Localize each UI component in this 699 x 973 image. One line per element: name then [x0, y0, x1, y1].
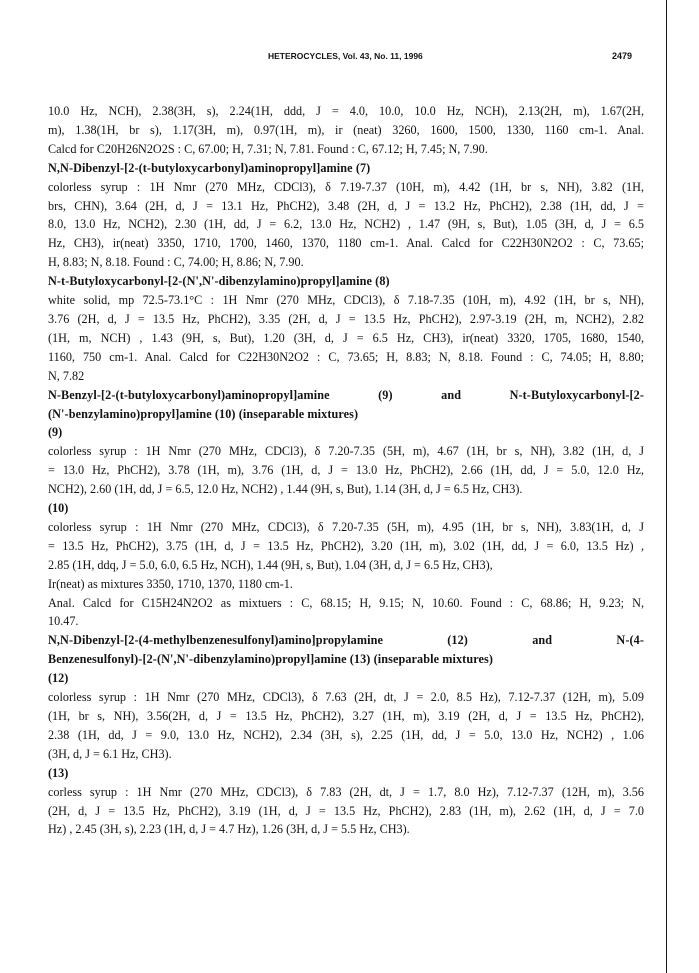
text-line: 2.85 (1H, ddq, J = 5.0, 6.0, 6.5 Hz, NCH), 1.44 (9H, s, But), 1.04 (3H, d, J = 6.5 Hz, CH3), [48, 557, 493, 572]
text-line: Anal. Calcd for C15H24N2O2 as mixtuers : C, 68.15; H, 9.15; N, 10.60. Found : C, 68.86; H, 9.23; N, [48, 595, 644, 610]
text-line: (1H, br s, NH), 3.56(2H, d, J = 13.5 Hz, PhCH2), 3.27 (1H, m), 3.19 (2H, d, J = 13.5 Hz, PhCH2), [48, 709, 644, 723]
text-line: (3H, d, J = 6.1 Hz, CH3). [48, 746, 172, 761]
journal-citation: HETEROCYCLES, Vol. 43, No. 11, 1996 [268, 51, 423, 61]
text-line: white solid, mp 72.5-73.1°C : 1H Nmr (270 MHz, CDCl3), δ 7.18-7.35 (10H, m), 4.92 (1H, br s, NH), [48, 293, 644, 308]
compound-heading: (N'-benzylamino)propyl]amine (10) (inseparable mixtures) [48, 406, 359, 421]
text-line: Ir(neat) as mixtures 3350, 1710, 1370, 1180 cm-1. [48, 576, 293, 591]
text-line: 8.0, 13.0 Hz, NCH2), 2.30 (1H, dd, J = 6.2, 13.0 Hz, NCH2) , 1.47 (9H, s, But), 1.05 (3H, d, J = 6.5 [48, 217, 644, 232]
text-line: = 13.0 Hz, PhCH2), 3.78 (1H, m), 3.76 (1H, d, J = 13.0 Hz, PhCH2), 2.66 (1H, dd, J = 5.0, 12.0 Hz, [48, 463, 644, 478]
compound-heading: N-Benzyl-[2-(t-butyloxycarbonyl)aminopropyl]amine (9) and N-t-Butyloxycarbonyl-[2- [48, 387, 644, 402]
text-line: 1160, 750 cm-1. Anal. Calcd for C22H30N2O2 : C, 73.65; H, 8.83; N, 8.18. Found : C, 74.05; H, 8.80; [48, 349, 644, 364]
experimental-text [48, 102, 644, 839]
compound-number: (13) [48, 765, 69, 780]
running-head [0, 49, 699, 65]
text-line: colorless syrup : 1H Nmr (270 MHz, CDCl3), δ 7.19-7.37 (10H, m), 4.42 (1H, br s, NH), 3.82 (1H, [48, 179, 644, 194]
text-line: corless syrup : 1H Nmr (270 MHz, CDCl3), δ 7.83 (2H, dt, J = 1.7, 8.0 Hz), 7.12-7.37 (12H, m), 3.56 [48, 784, 644, 799]
text-line: N, 7.82 [48, 368, 85, 383]
text-line: m), 1.38(1H, br s), 1.17(3H, m), 0.97(1H, m), ir (neat) 3260, 1600, 1500, 1330, 1160 cm-1. Anal. [48, 122, 644, 137]
text-line: = 13.5 Hz, PhCH2), 3.75 (1H, d, J = 13.5 Hz, PhCH2), 3.20 (1H, m), 3.02 (1H, dd, J = 6.0, 13.5 Hz) , [48, 538, 644, 553]
text-line: Calcd for C20H26N2O2S : C, 67.00; H, 7.31; N, 7.81. Found : C, 67.12; H, 7.45; N, 7.90. [48, 141, 488, 156]
text-line: colorless syrup : 1H Nmr (270 MHz, CDCl3), δ 7.63 (2H, dt, J = 2.0, 8.5 Hz), 7.12-7.37 (12H, m), 5.09 [48, 690, 644, 705]
text-line: colorless syrup : 1H Nmr (270 MHz, CDCl3), δ 7.20-7.35 (5H, m), 4.67 (1H, br s, NH), 3.82 (1H, d, J [48, 444, 644, 459]
text-line: 10.0 Hz, NCH), 2.38(3H, s), 2.24(1H, ddd, J = 4.0, 10.0, 10.0 Hz, NCH), 2.13(2H, m), 1.67(2H, [48, 104, 644, 118]
text-line: 2.38 (1H, dd, J = 9.0, 13.0 Hz, NCH2), 2.34 (3H, s), 2.25 (1H, dd, J = 5.0, 13.0 Hz, NCH2) , 1.06 [48, 727, 644, 742]
text-line: NCH2), 2.60 (1H, dd, J = 6.5, 12.0 Hz, NCH2) , 1.44 (9H, s, But), 1.14 (3H, d, J = 6.5 Hz, CH3). [48, 482, 523, 497]
text-line: brs, CHN), 3.64 (2H, d, J = 13.1 Hz, PhCH2), 3.48 (2H, d, J = 13.2 Hz, PhCH2), 2.38 (1H, dd, J = [48, 198, 644, 213]
compound-number: (10) [48, 501, 69, 516]
text-line: 10.47. [48, 614, 79, 629]
compound-heading: Benzenesulfonyl)-[2-(N',N'-dibenzylamino)propyl]amine (13) (inseparable mixtures) [48, 652, 494, 667]
page-number: 2479 [612, 51, 633, 61]
text-line: Hz) , 2.45 (3H, s), 2.23 (1H, d, J = 4.7 Hz), 1.26 (3H, d, J = 5.5 Hz, CH3). [48, 822, 410, 837]
compound-heading: N,N-Dibenzyl-[2-(t-butyloxycarbonyl)aminopropyl]amine (7) [48, 160, 371, 175]
text-line: (1H, m, NCH) , 1.43 (9H, s, But), 1.20 (3H, d, J = 6.5 Hz, CH3), ir(neat) 3320, 1705, 1680, 1540, [48, 330, 644, 345]
text-line: Hz, CH3), ir(neat) 3350, 1710, 1700, 1460, 1370, 1180 cm-1. Anal. Calcd for C22H30N2O2 : C, 73.65; [48, 236, 644, 251]
compound-number: (9) [48, 425, 63, 440]
text-line: H, 8.83; N, 8.18. Found : C, 74.00; H, 8.86; N, 7.90. [48, 255, 304, 270]
compound-number: (12) [48, 671, 69, 686]
compound-heading: N,N-Dibenzyl-[2-(4-methylbenzenesulfonyl)amino]propylamine (12) and N-(4- [48, 633, 644, 648]
text-line: 3.76 (2H, d, J = 13.5 Hz, PhCH2), 3.35 (2H, d, J = 13.5 Hz, PhCH2), 2.97-3.19 (2H, m, NCH2), 2.82 [48, 311, 644, 326]
right-margin-rule [666, 0, 667, 973]
text-line: colorless syrup : 1H Nmr (270 MHz, CDCl3), δ 7.20-7.35 (5H, m), 4.95 (1H, br s, NH), 3.83(1H, d, J [48, 519, 644, 534]
compound-heading: N-t-Butyloxycarbonyl-[2-(N',N'-dibenzylamino)propyl]amine (8) [48, 274, 390, 289]
text-line: (2H, d, J = 13.5 Hz, PhCH2), 3.19 (1H, d, J = 13.5 Hz, PhCH2), 2.83 (1H, m), 2.62 (1H, d, J = 7.0 [48, 803, 644, 818]
